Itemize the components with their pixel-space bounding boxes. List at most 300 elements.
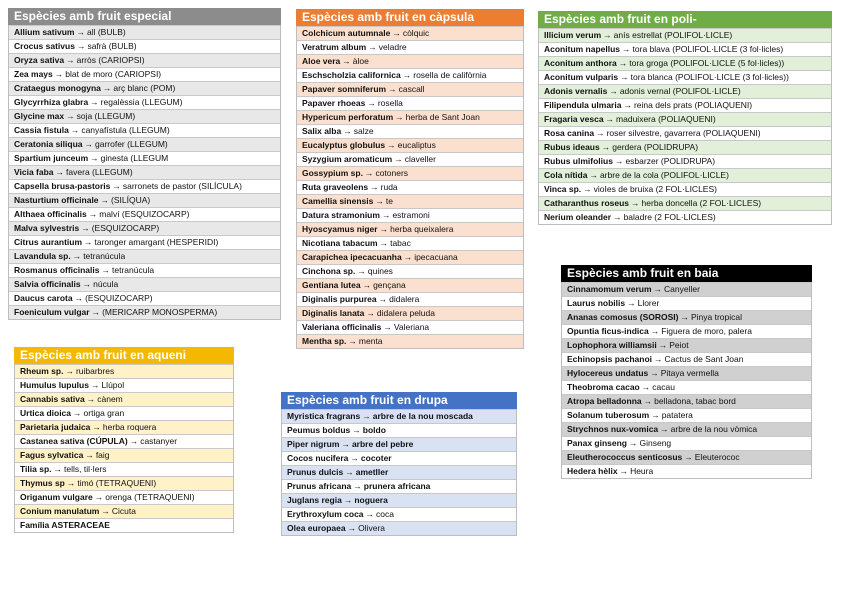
- species-name: Aconitum napellus: [544, 44, 621, 54]
- arrow-icon: →: [684, 452, 693, 462]
- species-name: Prunus dulcis: [287, 467, 344, 477]
- species-name: Prunus africana: [287, 481, 352, 491]
- table-row: [539, 98, 831, 112]
- table-row: [297, 306, 523, 320]
- table-row: [15, 518, 233, 532]
- species-name: Opuntia ficus-indica: [567, 326, 649, 336]
- arrow-icon: →: [129, 436, 139, 446]
- arrow-icon: →: [73, 408, 82, 418]
- species-name: Aconitum anthora: [544, 58, 617, 68]
- common-name: ruda: [380, 182, 398, 192]
- species-name: Olea europaea: [287, 523, 346, 533]
- table-title: Espècies amb fruit en drupa: [281, 392, 517, 409]
- species-name: Adonis vernalis: [544, 86, 608, 96]
- table-row: [282, 437, 516, 451]
- species-name: Filipendula ulmaria: [544, 100, 622, 110]
- table-row: [297, 278, 523, 292]
- common-name: eucaliptus: [397, 140, 436, 150]
- species-name: Aloe vera: [302, 56, 341, 66]
- table-row: [539, 126, 831, 140]
- arrow-icon: →: [362, 411, 371, 421]
- table-row: [297, 124, 523, 138]
- table-row: [297, 96, 523, 110]
- common-name: Eleuterococ: [694, 452, 740, 462]
- arrow-icon: →: [381, 210, 391, 220]
- common-name: tells, til·lers: [64, 464, 107, 474]
- species-name: Spartium junceum: [14, 153, 89, 163]
- arrow-icon: →: [55, 167, 65, 177]
- arrow-icon: →: [345, 467, 354, 477]
- table-fruit-aqueni: [14, 347, 234, 533]
- table-row: [9, 193, 280, 207]
- species-name: Camellia sinensis: [302, 196, 374, 206]
- common-name: (SILÍQUA): [111, 195, 151, 205]
- table-title: Espècies amb fruit especial: [8, 8, 281, 25]
- common-name: esbarzer (POLIDRUPA): [625, 156, 716, 166]
- arrow-icon: →: [85, 450, 94, 460]
- common-name: garrofer (LLEGUM): [95, 139, 168, 149]
- table-row: [562, 338, 811, 352]
- arrow-icon: →: [92, 422, 101, 432]
- species-name: Atropa belladonna: [567, 396, 642, 406]
- arrow-icon: →: [364, 168, 374, 178]
- arrow-icon: →: [618, 58, 628, 68]
- arrow-icon: →: [387, 140, 396, 150]
- table-row: [15, 392, 233, 406]
- species-name: Gentiana lutea: [302, 280, 361, 290]
- species-name: Glycine max: [14, 111, 65, 121]
- species-name: Valeriana officinalis: [302, 322, 382, 332]
- species-name: Vinca sp.: [544, 184, 582, 194]
- arrow-icon: →: [54, 69, 64, 79]
- table-row: [15, 448, 233, 462]
- arrow-icon: →: [403, 252, 413, 262]
- table-rows: [538, 28, 832, 225]
- species-name: Cola nítida: [544, 170, 588, 180]
- arrow-icon: →: [367, 98, 376, 108]
- table-row: [539, 112, 831, 126]
- arrow-icon: →: [601, 142, 611, 152]
- common-name: (MERICARP MONOSPERMA): [102, 307, 218, 317]
- table-row: [282, 409, 516, 423]
- arrow-icon: →: [402, 70, 412, 80]
- species-name: Rheum sp.: [20, 366, 64, 376]
- table-row: [9, 151, 280, 165]
- common-name: núcula: [93, 279, 119, 289]
- arrow-icon: →: [112, 181, 121, 191]
- common-name: herba doncella (2 FOL·LICLES): [641, 198, 762, 208]
- arrow-icon: →: [583, 184, 592, 194]
- common-name: gençana: [373, 280, 406, 290]
- arrow-icon: →: [379, 224, 389, 234]
- table-rows: [14, 364, 234, 533]
- table-row: [539, 196, 831, 210]
- common-name: favera (LLEGUM): [66, 167, 133, 177]
- species-name: Cassia fistula: [14, 125, 69, 135]
- arrow-icon: →: [660, 424, 669, 434]
- common-name: cotoners: [375, 168, 409, 178]
- common-name: tetranúcula: [112, 265, 155, 275]
- species-name: Glycyrrhiza glabra: [14, 97, 89, 107]
- species-name: Theobroma cacao: [567, 382, 640, 392]
- species-name: Hyoscyamus niger: [302, 224, 378, 234]
- common-name: arç blanc (POM): [113, 83, 176, 93]
- table-row: [562, 366, 811, 380]
- common-name: claveller: [404, 154, 436, 164]
- table-row: [9, 123, 280, 137]
- table-row: [297, 166, 523, 180]
- species-name: Cannabis sativa: [20, 394, 85, 404]
- species-name: Datura stramonium: [302, 210, 380, 220]
- arrow-icon: →: [72, 251, 82, 261]
- arrow-icon: →: [76, 41, 86, 51]
- table-row: [562, 380, 811, 394]
- common-name: estramoni: [392, 210, 430, 220]
- species-name: Strychnos nux-vomica: [567, 424, 659, 434]
- common-name: tora groga (POLIFOL·LICLE (5 fol·licles)): [629, 58, 785, 68]
- species-name: Carapichea ipecacuanha: [302, 252, 402, 262]
- common-name: Cicuta: [111, 506, 136, 516]
- table-row: [9, 221, 280, 235]
- species-name: Althaea officinalis: [14, 209, 87, 219]
- arrow-icon: →: [352, 425, 361, 435]
- arrow-icon: →: [343, 126, 352, 136]
- common-name: ruibarbres: [75, 366, 115, 376]
- common-name: cacau: [652, 382, 675, 392]
- arrow-icon: →: [341, 439, 350, 449]
- table-row: [282, 423, 516, 437]
- species-name: Cinnamomum verum: [567, 284, 652, 294]
- arrow-icon: →: [378, 294, 388, 304]
- species-name: Origanum vulgare: [20, 492, 93, 502]
- common-name: canyafístula (LLEGUM): [81, 125, 170, 135]
- arrow-icon: →: [589, 170, 598, 180]
- table-row: [297, 264, 523, 278]
- arrow-icon: →: [605, 114, 615, 124]
- species-name: Castanea sativa (CÚPULA): [20, 436, 128, 446]
- arrow-icon: →: [653, 284, 663, 294]
- table-row: [297, 194, 523, 208]
- common-name: arbre de la nou moscada: [372, 411, 473, 421]
- species-name: Crataegus monogyna: [14, 83, 101, 93]
- table-row: [562, 296, 811, 310]
- species-name: Piper nigrum: [287, 439, 340, 449]
- table-row: [539, 154, 831, 168]
- table-row: [297, 250, 523, 264]
- species-name: Nicotiana tabacum: [302, 238, 378, 248]
- common-name: àloe: [352, 56, 369, 66]
- common-name: didalera: [389, 294, 420, 304]
- common-name: cànem: [97, 394, 123, 404]
- table-row: [282, 465, 516, 479]
- table-row: [9, 53, 280, 67]
- table-row: [297, 222, 523, 236]
- table-row: [539, 168, 831, 182]
- table-row: [297, 68, 523, 82]
- common-name: coca: [376, 509, 394, 519]
- table-title: Espècies amb fruit en baia: [561, 265, 812, 282]
- arrow-icon: →: [641, 382, 651, 392]
- species-name: Diginalis lanata: [302, 308, 365, 318]
- common-name: orenga (TETRAQUENI): [105, 492, 195, 502]
- arrow-icon: →: [680, 312, 689, 322]
- arrow-icon: →: [629, 438, 638, 448]
- table-title: Espècies amb fruit en aqueni: [14, 347, 234, 364]
- species-name: Illicium verum: [544, 30, 602, 40]
- species-name: Rubus ulmifolius: [544, 156, 613, 166]
- common-name: herba roquera: [102, 422, 157, 432]
- species-name: Urtica dioica: [20, 408, 72, 418]
- table-row: [15, 434, 233, 448]
- common-name: roser silvestre, gavarrera (POLIAQUENI): [606, 128, 761, 138]
- arrow-icon: →: [347, 523, 357, 533]
- species-name: Aconitum vulparis: [544, 72, 619, 82]
- arrow-icon: →: [88, 209, 98, 219]
- common-name: cascall: [398, 84, 425, 94]
- table-row: [562, 464, 811, 478]
- common-name: te: [385, 196, 393, 206]
- arrow-icon: →: [81, 223, 90, 233]
- table-row: [297, 82, 523, 96]
- common-name: soja (LLEGUM): [76, 111, 136, 121]
- species-name: Gossypium sp.: [302, 168, 363, 178]
- table-row: [539, 84, 831, 98]
- common-name: Pinya tropical: [690, 312, 742, 322]
- common-name: all (BULB): [86, 27, 126, 37]
- species-name: Fragaria vesca: [544, 114, 604, 124]
- species-name: Diginalis purpurea: [302, 294, 377, 304]
- arrow-icon: →: [620, 72, 629, 82]
- table-rows: [281, 409, 517, 536]
- common-name: veladre: [378, 42, 407, 52]
- species-name: Humulus lupulus: [20, 380, 89, 390]
- table-row: [562, 408, 811, 422]
- table-row: [539, 56, 831, 70]
- species-name: Parietaria judaica: [20, 422, 91, 432]
- common-name: patatera: [661, 410, 693, 420]
- arrow-icon: →: [66, 55, 75, 65]
- table-row: [297, 180, 523, 194]
- table-row: [9, 67, 280, 81]
- common-name: arbre del pebre: [351, 439, 414, 449]
- common-name: regalèssia (LLEGUM): [100, 97, 183, 107]
- table-row: [282, 521, 516, 535]
- common-name: Peiot: [669, 340, 689, 350]
- common-name: ametller: [355, 467, 389, 477]
- arrow-icon: →: [101, 506, 110, 516]
- common-name: anís estrellat (POLIFOL·LICLE): [613, 30, 733, 40]
- table-fruit-baia: [561, 265, 812, 479]
- species-name: Rosa canina: [544, 128, 595, 138]
- common-name: prunera africana: [363, 481, 431, 491]
- table-row: [282, 479, 516, 493]
- species-name: Panax ginseng: [567, 438, 627, 448]
- arrow-icon: →: [375, 196, 384, 206]
- table-row: [282, 507, 516, 521]
- arrow-icon: →: [654, 354, 663, 364]
- table-title: Espècies amb fruit en càpsula: [296, 9, 524, 26]
- arrow-icon: →: [65, 366, 74, 376]
- species-name: Mentha sp.: [302, 336, 347, 346]
- common-name: sarronets de pastor (SILÍCULA): [122, 181, 242, 191]
- species-name: Echinopsis pachanoi: [567, 354, 653, 364]
- table-fruit-drupa: [281, 392, 517, 536]
- table-row: [297, 236, 523, 250]
- species-name: Colchicum autumnale: [302, 28, 391, 38]
- common-name: adonis vernal (POLIFOL·LICLE): [619, 86, 741, 96]
- species-name: Papaver rhoeas: [302, 98, 366, 108]
- species-name: Catharanthus roseus: [544, 198, 630, 208]
- species-name: Foeniculum vulgar: [14, 307, 90, 317]
- common-name: vioIes de bruixa (2 FOL·LICLES): [593, 184, 717, 194]
- species-name: Tilia sp.: [20, 464, 52, 474]
- species-name: Allium sativum: [14, 27, 75, 37]
- arrow-icon: →: [392, 28, 401, 38]
- arrow-icon: →: [631, 198, 640, 208]
- common-name: menta: [358, 336, 383, 346]
- table-fruit-capsula: [296, 9, 524, 349]
- table-row: [297, 320, 523, 334]
- common-name: Canyeller: [664, 284, 700, 294]
- table-row: [9, 207, 280, 221]
- table-row: [297, 138, 523, 152]
- species-name: Laurus nobilis: [567, 298, 626, 308]
- table-row: [562, 422, 811, 436]
- table-row: [9, 305, 280, 319]
- table-row: [562, 394, 811, 408]
- common-name: Pitaya vermella: [660, 368, 719, 378]
- common-name: Valeriana: [393, 322, 430, 332]
- common-name: tora blava (POLIFOL·LICLE (3 fol·licles): [632, 44, 784, 54]
- table-row: [9, 165, 280, 179]
- species-name: Cinchona sp.: [302, 266, 356, 276]
- arrow-icon: →: [613, 212, 622, 222]
- table-row: [9, 277, 280, 291]
- common-name: Llorer: [637, 298, 660, 308]
- species-name: Salix alba: [302, 126, 342, 136]
- species-name: Rubus ideaus: [544, 142, 600, 152]
- arrow-icon: →: [643, 396, 653, 406]
- common-name: Ginseng: [639, 438, 672, 448]
- arrow-icon: →: [603, 30, 612, 40]
- common-name: castanyer: [140, 436, 178, 446]
- common-name: rosella: [377, 98, 403, 108]
- species-name: Lophophora williamsii: [567, 340, 657, 350]
- table-row: [562, 310, 811, 324]
- arrow-icon: →: [90, 153, 99, 163]
- arrow-icon: →: [651, 410, 660, 420]
- common-name: Cactus de Sant Joan: [664, 354, 744, 364]
- arrow-icon: →: [365, 509, 375, 519]
- table-row: [9, 25, 280, 39]
- table-row: [562, 324, 811, 338]
- species-name: Crocus sativus: [14, 41, 75, 51]
- arrow-icon: →: [343, 495, 353, 505]
- species-name: Rosmanus officinalis: [14, 265, 100, 275]
- common-name: ginesta (LLEGUM: [100, 153, 169, 163]
- species-name: Lavandula sp.: [14, 251, 71, 261]
- table-rows: [561, 282, 812, 479]
- common-name: còlquic: [402, 28, 430, 38]
- common-name: belladona, tabac bord: [654, 396, 736, 406]
- table-row: [15, 476, 233, 490]
- arrow-icon: →: [368, 42, 377, 52]
- species-name: Juglans regia: [287, 495, 342, 505]
- arrow-icon: →: [82, 279, 92, 289]
- common-name: taronger amargant (HESPERIDI): [94, 237, 219, 247]
- common-name: Llúpol: [101, 380, 125, 390]
- table-rows: [296, 26, 524, 349]
- arrow-icon: →: [609, 86, 618, 96]
- common-name: Figuera de moro, palera: [661, 326, 752, 336]
- arrow-icon: →: [84, 237, 93, 247]
- table-row: [9, 137, 280, 151]
- table-row: [15, 420, 233, 434]
- table-row: [282, 451, 516, 465]
- common-name: arbre de la nou vòmica: [670, 424, 758, 434]
- table-row: [297, 208, 523, 222]
- arrow-icon: →: [342, 56, 351, 66]
- table-row: [9, 95, 280, 109]
- arrow-icon: →: [74, 293, 84, 303]
- table-row: [9, 235, 280, 249]
- common-name: faig: [95, 450, 110, 460]
- table-row: [9, 291, 280, 305]
- arrow-icon: →: [91, 307, 101, 317]
- species-name: Zea mays: [14, 69, 53, 79]
- common-name: salze: [353, 126, 374, 136]
- table-row: [297, 40, 523, 54]
- species-name: Cocos nucifera: [287, 453, 349, 463]
- arrow-icon: →: [627, 298, 636, 308]
- table-fruit-poli: [538, 11, 832, 225]
- table-row: [297, 110, 523, 124]
- common-name: Olivera: [358, 523, 386, 533]
- arrow-icon: →: [66, 111, 75, 121]
- species-name: Eleutherococcus senticosus: [567, 452, 683, 462]
- table-row: [9, 179, 280, 193]
- arrow-icon: →: [100, 195, 110, 205]
- common-name: rosella de califòrnia: [413, 70, 487, 80]
- species-name: Conium manulatum: [20, 506, 100, 516]
- table-row: [539, 182, 831, 196]
- common-name: arròs (CARIOPSI): [76, 55, 145, 65]
- species-name: Thymus sp: [20, 478, 65, 488]
- table-row: [9, 109, 280, 123]
- species-name: Daucus carota: [14, 293, 73, 303]
- common-name: timó (TETRAQUENI): [77, 478, 157, 488]
- arrow-icon: →: [370, 182, 379, 192]
- species-name: Myristica fragrans: [287, 411, 361, 421]
- species-name: Syzygium aromaticum: [302, 154, 393, 164]
- species-name: Citrus aurantium: [14, 237, 83, 247]
- common-name: gerdera (POLIDRUPA): [612, 142, 699, 152]
- species-name: Nasturtium officinale: [14, 195, 99, 205]
- arrow-icon: →: [66, 478, 76, 488]
- species-name: Salvia officinalis: [14, 279, 81, 289]
- table-row: [282, 493, 516, 507]
- common-name: tetranúcula: [83, 251, 126, 261]
- common-name: didalera peluda: [376, 308, 435, 318]
- table-row: [15, 378, 233, 392]
- common-name: boldo: [362, 425, 386, 435]
- table-row: [9, 263, 280, 277]
- arrow-icon: →: [650, 326, 660, 336]
- table-row: [15, 462, 233, 476]
- species-name: Peumus boldus: [287, 425, 351, 435]
- table-row: [9, 81, 280, 95]
- table-row: [539, 42, 831, 56]
